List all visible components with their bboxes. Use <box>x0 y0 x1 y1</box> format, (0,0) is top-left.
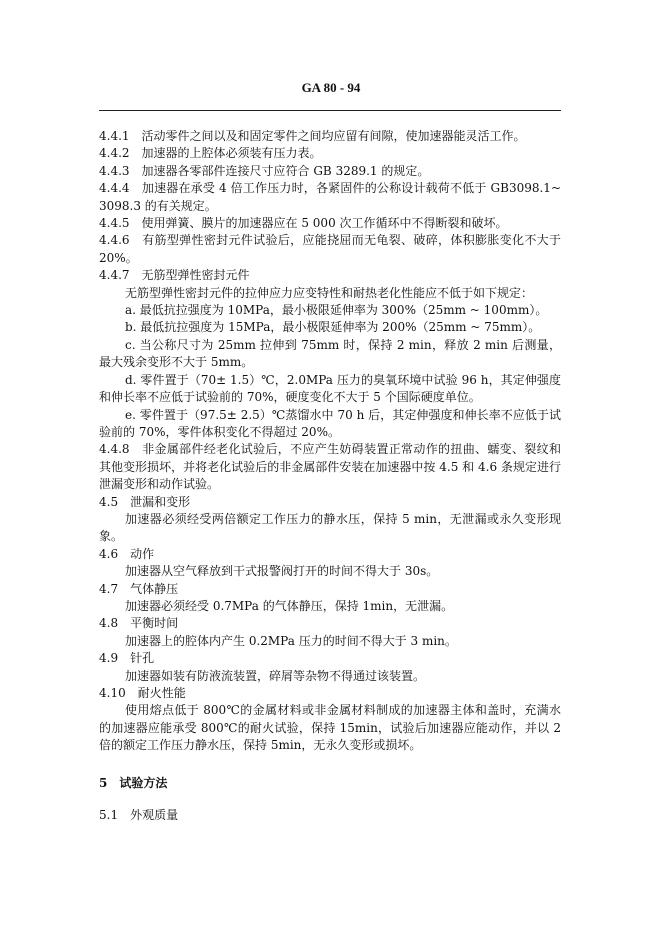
clause-4-4-7-d: d. 零件置于（70± 1.5）℃，2.0MPa 压力的臭氧环境中试验 96 h，其定伸强度和伸长率不应低于试验前的 70%，硬度变化不大于 5 个国际硬度单位。 <box>99 372 561 405</box>
clause-4-10-text: 使用熔点低于 800℃的金属材料或非金属材料制成的加速器主体和盖时，充满水的加速器应能承受 800℃的耐火试验，保持 15min，试验后加速器应能动作，并以 2 倍的额定工作压力静水压，保持 5min，无永久变形或损坏。 <box>99 703 561 753</box>
clause-4-4-5: 4.4.5 使用弹簧、膜片的加速器应在 5 000 次工作循环中不得断裂和破坏。 <box>99 216 508 231</box>
header-rule <box>99 110 561 111</box>
clause-4-4-8: 4.4.8 非金属部件经老化试验后，不应产生妨碍装置正常动作的扭曲、蠕变、裂纹和其他变形损坏，并将老化试验后的非金属部件安装在加速器中按 4.5 和 4.6 条规定进行泄漏变形和动作试验。 <box>99 442 561 492</box>
clause-4-4-7-heading: 4.4.7 无筋型弹性密封元件 <box>99 268 250 283</box>
page-header-code: GA 80 - 94 <box>301 80 361 95</box>
clause-4-4-7-e: e. 零件置于（97.5± 2.5）℃蒸馏水中 70 h 后，其定伸强度和伸长率不应低于试验前的 70%，零件体积变化不得超过 20%。 <box>99 407 561 439</box>
clause-4-7-text: 加速器必须经受 0.7MPa 的气体静压，保持 1min，无泄漏。 <box>125 598 454 613</box>
clause-4-7-heading: 4.7 气体静压 <box>99 581 179 596</box>
clause-4-5-heading: 4.5 泄漏和变形 <box>99 494 191 509</box>
clause-4-5-text: 加速器必须经受两倍额定工作压力的静水压，保持 5 min，无泄漏或永久变形现象。 <box>99 511 561 544</box>
clause-4-8-text: 加速器上的腔体内产生 0.2MPa 压力的时间不得大于 3 min。 <box>125 633 457 648</box>
clause-4-9-text: 加速器如装有防液流装置，碎屑等杂物不得通过该装置。 <box>125 668 426 683</box>
clause-4-4-7-a: a. 最低抗拉强度为 10MPa，最小极限延伸率为 300%（25mm ~ 100mm）。 <box>125 303 548 318</box>
clause-4-8-heading: 4.8 平衡时间 <box>99 616 179 631</box>
clause-4-6-text: 加速器从空气释放到干式报警阀打开的时间不得大于 30s。 <box>125 564 439 579</box>
section-5-1-heading: 5.1 外观质量 <box>99 808 179 823</box>
clause-4-4-3: 4.4.3 加速器各零部件连接尺寸应符合 GB 3289.1 的规定。 <box>99 163 430 178</box>
clause-4-10-heading: 4.10 耐火性能 <box>99 686 186 700</box>
clause-4-6-heading: 4.6 动作 <box>99 546 155 561</box>
clause-4-9-heading: 4.9 针孔 <box>99 651 155 666</box>
clause-4-4-7-intro: 无筋型弹性密封元件的拉伸应力应变特性和耐热老化性能应不低于如下规定： <box>125 285 534 300</box>
clause-4-4-2: 4.4.2 加速器的上腔体必须装有压力表。 <box>99 146 322 161</box>
clause-4-4-1: 4.4.1 活动零件之间以及和固定零件之间均应留有间隙，使加速器能灵活工作。 <box>99 129 526 143</box>
clause-4-4-7-c: c. 当公称尺寸为 25mm 拉伸到 75mm 时，保持 2 min，释放 2 min 后测量，最大残余变形不大于 5mm。 <box>99 337 561 370</box>
clause-4-4-6: 4.4.6 有筋型弹性密封元件试验后，应能挠屈而无龟裂、破碎，体积膨胀变化不大于 20%。 <box>99 233 561 265</box>
document-body <box>99 128 561 824</box>
clause-4-4-7-b: b. 最低抗拉强度为 15MPa，最小极限延伸率为 200%（25mm ~ 75mm）。 <box>125 320 541 335</box>
clause-4-4-4: 4.4.4 加速器在承受 4 倍工作压力时，各紧固件的公称设计载荷不低于 GB3098.1~ 3098.3 的有关规定。 <box>99 181 561 213</box>
section-5-heading: 5 试验方法 <box>99 775 168 790</box>
